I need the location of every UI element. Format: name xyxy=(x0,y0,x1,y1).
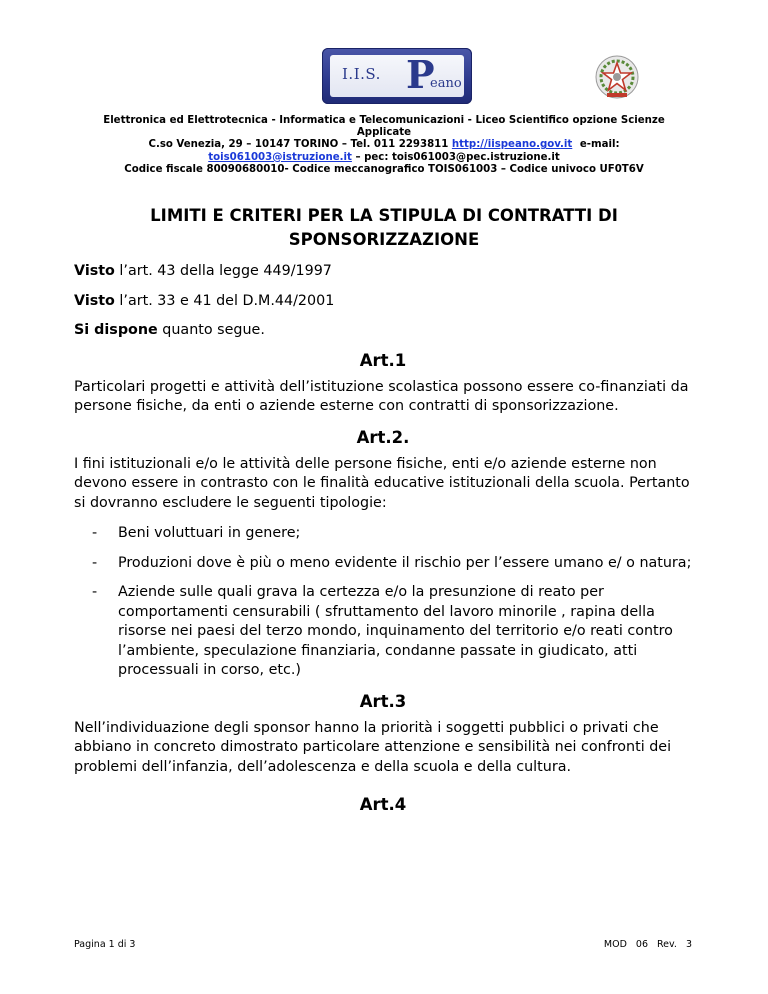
article-text: Particolari progetti e attività dell’istituzione scolastica possono essere co-finanziati da persone fisiche, da enti o aziende esterne con contratti di sponsorizzazione. xyxy=(74,378,689,414)
list-item: - Aziende sulle quali grava la certezza e/o la presunzione di reato per comportamenti censurabili ( sfruttamento del lavoro minorile , rapina della risorse nei paesi del terzo mondo, inquinamento del territorio e/o reati contro l’ambiente, speculazione finanziaria, condanne passate in giudicato, atti processuali in corso, etc.) xyxy=(92,584,673,678)
email-link[interactable]: tois061003@istruzione.it xyxy=(208,151,352,163)
article-heading: Art.2. xyxy=(356,427,410,447)
article-heading: Art.3 xyxy=(359,691,407,711)
article-heading: Art.4 xyxy=(359,795,407,814)
website-link[interactable]: http://iispeano.gov.it xyxy=(451,139,573,151)
article-text: Nell’individuazione degli sponsor hanno la priorità i soggetti pubblici o privati che abbiano in concreto dimostrato particolare attenzione e sensibilità nei confronti dei problemi dell’infanzia, dell’adolescenza e della scuola e della cultura. xyxy=(74,719,672,775)
list-item: - Beni voluttuari in genere; xyxy=(92,525,301,541)
logo-big-letter: P xyxy=(406,52,435,97)
intro-line: Visto l’art. 33 e 41 del D.M.44/2001 xyxy=(74,292,335,309)
school-header xyxy=(95,115,673,176)
intro-line: Si dispone quanto segue. xyxy=(74,322,265,338)
article-heading: Art.1 xyxy=(359,350,407,370)
intro-line: Visto l’art. 43 della legge 449/1997 xyxy=(74,263,332,279)
document-title: LIMITI E CRITERI PER LA STIPULA DI CONTRATTI DI SPONSORIZZAZIONE xyxy=(150,206,618,249)
logo-prefix: I.I.S. xyxy=(342,65,381,83)
logo-suffix: eano xyxy=(430,76,462,91)
header-line-1: Elettronica ed Elettrotecnica - Informatica e Telecomunicazioni - Liceo Scientifico opzione Scienze Applicate xyxy=(103,115,665,139)
header-line-contact: C.so Venezia, 29 – 10147 TORINO – Tel. 011 2293811 http://iispeano.gov.it e-mail: xyxy=(148,139,620,151)
republic-emblem-icon xyxy=(594,54,640,100)
document-body xyxy=(74,262,692,816)
school-logo xyxy=(322,48,472,104)
list-item: - Produzioni dove è più o meno evidente il rischio per l’essere umano e/ o natura; xyxy=(92,554,692,571)
article-text: I fini istituzionali e/o le attività delle persone fisiche, enti e/o aziende esterne non devono essere in contrasto con le finalità educative istituzionali della scuola. Pertanto si dovranno escludere le seguenti tipologie: xyxy=(74,455,690,511)
module-code: MOD 06 Rev. 3 xyxy=(603,939,692,950)
page-number: Pagina 1 di 3 xyxy=(74,939,136,950)
header-line-codes: Codice fiscale 80090680010- Codice meccanografico TOIS061003 – Codice univoco UF0T6V xyxy=(124,163,644,175)
header-line-email: tois061003@istruzione.it – pec: tois061003@pec.istruzione.it xyxy=(208,151,560,163)
